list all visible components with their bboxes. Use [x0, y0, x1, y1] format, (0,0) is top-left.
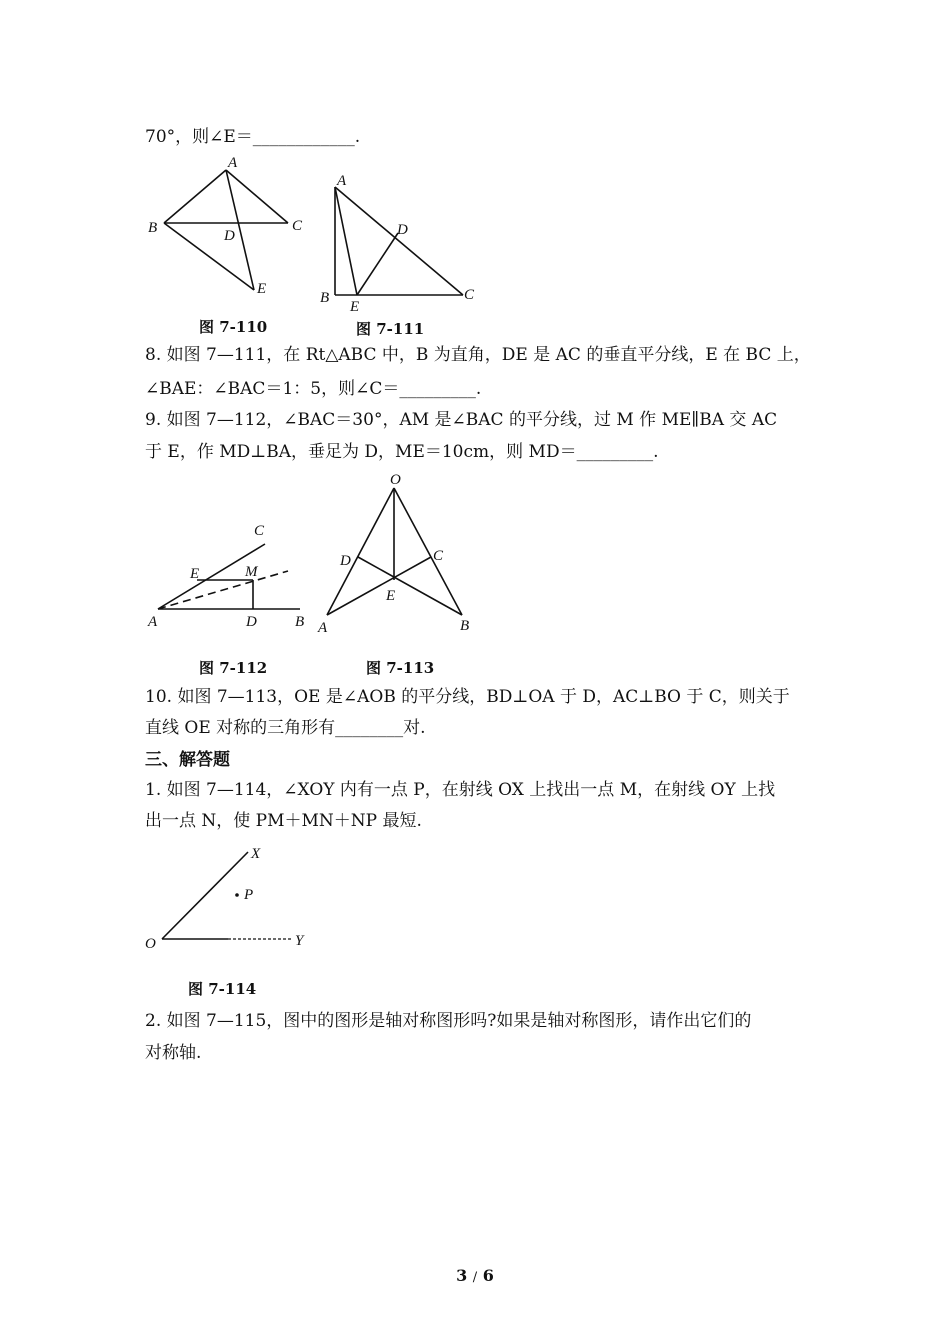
page-current: 3 — [456, 1266, 468, 1285]
answer-1-line-2: 出一点 N，使 PM＋MN＋NP 最短. — [145, 811, 422, 831]
figure-7-112-caption: 图 7-112 — [199, 659, 268, 677]
label-a: A — [337, 173, 347, 189]
label-o: O — [145, 936, 156, 952]
label-c: C — [254, 523, 265, 539]
problem-9-line-2: 于 E，作 MD⊥BA，垂足为 D，ME＝10cm，则 MD＝_________. — [145, 442, 659, 462]
figure-7-113-caption: 图 7-113 — [366, 659, 435, 677]
problem-10-line-1: 10. 如图 7—113，OE 是∠AOB 的平分线，BD⊥OA 于 D，AC⊥BO 于 C，则关于 — [145, 687, 790, 707]
problem-7-tail: 70°，则∠E＝____________. — [145, 127, 361, 147]
label-o: O — [390, 472, 401, 488]
label-p: P — [244, 887, 254, 903]
label-c: C — [433, 548, 444, 564]
label-b: B — [295, 614, 305, 630]
figure-7-114-caption: 图 7-114 — [188, 980, 257, 998]
figure-7-114 — [140, 840, 320, 960]
page-total: 6 — [482, 1266, 494, 1285]
label-c: C — [292, 218, 303, 234]
label-e: E — [257, 281, 267, 297]
answer-2-line-1: 2. 如图 7—115，图中的图形是轴对称图形吗?如果是轴对称图形，请作出它们的 — [145, 1011, 752, 1031]
figure-7-112 — [140, 515, 320, 635]
figure-7-111-caption: 图 7-111 — [356, 320, 425, 338]
section-heading: 三、解答题 — [145, 750, 230, 770]
figure-7-110-caption: 图 7-110 — [199, 318, 268, 336]
problem-8-line-1: 8. 如图 7—111，在 Rt△ABC 中，B 为直角，DE 是 AC 的垂直平分线，E 在 BC 上， — [145, 345, 811, 365]
label-a: A — [318, 620, 328, 636]
problem-10-line-2: 直线 OE 对称的三角形有________对. — [145, 718, 426, 738]
label-c: C — [464, 287, 475, 303]
label-d: D — [340, 553, 351, 569]
label-e: E — [386, 588, 396, 604]
label-a: A — [228, 155, 238, 171]
label-b: B — [460, 618, 470, 634]
page-separator: / — [472, 1270, 478, 1285]
problem-9-line-1: 9. 如图 7—112，∠BAC＝30°，AM 是∠BAC 的平分线，过 M 作 ME∥BA 交 AC — [145, 410, 778, 430]
label-a: A — [148, 614, 158, 630]
label-d: D — [224, 228, 235, 244]
answer-2-line-2: 对称轴. — [145, 1043, 202, 1063]
figure-7-113 — [315, 470, 485, 635]
answer-1-line-1: 1. 如图 7—114，∠XOY 内有一点 P，在射线 OX 上找出一点 M，在射线 OY 上找 — [145, 780, 776, 800]
label-x: X — [251, 846, 261, 862]
label-d: D — [246, 614, 257, 630]
problem-8-line-2: ∠BAE：∠BAC＝1：5，则∠C＝_________. — [145, 379, 482, 399]
label-b: B — [148, 220, 158, 236]
label-e: E — [190, 566, 200, 582]
page-number — [0, 1266, 950, 1285]
label-e: E — [350, 299, 360, 315]
label-m: M — [245, 564, 258, 580]
figure-7-111 — [315, 170, 485, 320]
label-y: Y — [295, 933, 304, 949]
label-b: B — [320, 290, 330, 306]
figure-7-110 — [140, 150, 320, 310]
label-d: D — [397, 222, 408, 238]
